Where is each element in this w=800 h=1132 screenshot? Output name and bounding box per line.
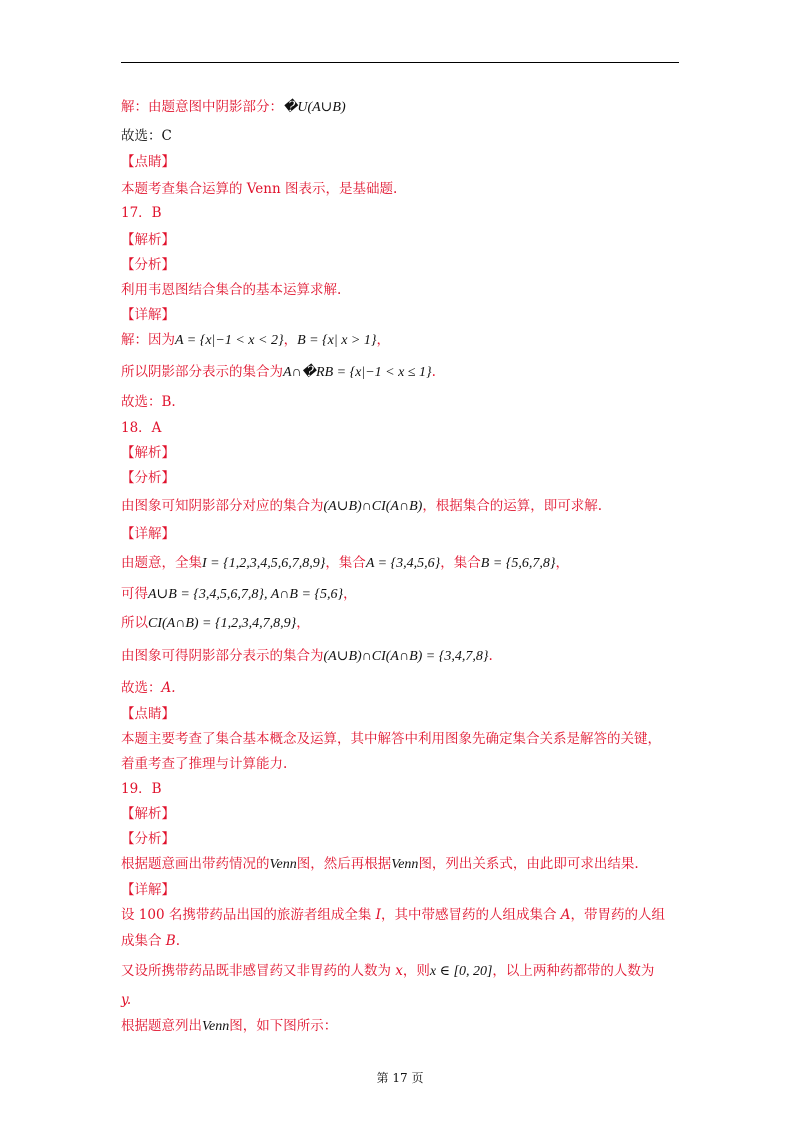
text-line: 由题意，全集I = {1,2,3,4,5,6,7,8,9}，集合A = {3,4,5,6}，集合B = {5,6,7,8}， bbox=[121, 555, 569, 571]
page-number: 第 17 页 bbox=[376, 1071, 424, 1085]
text-line: 故选：A. bbox=[121, 680, 176, 696]
section-heading: 【点睛】 bbox=[121, 706, 175, 722]
section-heading: 【解析】 bbox=[121, 232, 175, 248]
section-heading: 【详解】 bbox=[121, 526, 175, 542]
section-heading: 【分析】 bbox=[121, 470, 175, 486]
text-line: 解：因为A = {x|−1 < x < 2}，B = {x| x > 1}， bbox=[121, 332, 390, 348]
text-line: 设 100 名携带药品出国的旅游者组成全集 I，其中带感冒药的人组成集合 A，带胃药的人组 bbox=[121, 907, 666, 923]
question-number: 18．A bbox=[121, 420, 162, 436]
text-line: 根据题意画出带药情况的Venn图，然后再根据Venn图，列出关系式，由此即可求出结果. bbox=[121, 856, 639, 872]
text-line: 所以CI(A∩B) = {1,2,3,4,7,8,9}， bbox=[121, 615, 310, 631]
text-line: 故选：B. bbox=[121, 394, 176, 410]
question-number: 19．B bbox=[121, 781, 162, 797]
text-line: 本题考查集合运算的 Venn 图表示，是基础题. bbox=[121, 181, 398, 197]
text-line: 由图象可知阴影部分对应的集合为(A∪B)∩CI(A∩B)，根据集合的运算，即可求解. bbox=[121, 498, 603, 514]
text-line: 着重考查了推理与计算能力. bbox=[121, 756, 288, 772]
text-line: 成集合 B. bbox=[121, 933, 181, 949]
text-line: 利用韦恩图结合集合的基本运算求解. bbox=[121, 282, 342, 298]
section-heading: 【详解】 bbox=[121, 307, 175, 323]
header-rule bbox=[121, 62, 679, 63]
section-heading: 【分析】 bbox=[121, 257, 175, 273]
section-heading: 【详解】 bbox=[121, 882, 175, 898]
question-number: 17．B bbox=[121, 205, 162, 221]
section-heading: 【解析】 bbox=[121, 445, 175, 461]
text-line: 本题主要考查了集合基本概念及运算，其中解答中利用图象先确定集合关系是解答的关键， bbox=[121, 731, 661, 747]
section-heading: 【分析】 bbox=[121, 831, 175, 847]
text-line: 根据题意列出Venn图，如下图所示： bbox=[121, 1018, 338, 1034]
text-line: y. bbox=[121, 992, 132, 1008]
section-heading: 【解析】 bbox=[121, 806, 175, 822]
text-line: 解：由题意图中阴影部分：�U(A∪B) bbox=[121, 99, 346, 115]
section-heading: 【点睛】 bbox=[121, 154, 175, 170]
text-line: 故选：C bbox=[121, 128, 172, 144]
text-line: 所以阴影部分表示的集合为A∩�RB = {x|−1 < x ≤ 1}. bbox=[121, 364, 436, 380]
text-line: 可得A∪B = {3,4,5,6,7,8}, A∩B = {5,6}， bbox=[121, 586, 357, 602]
text-line: 又设所携带药品既非感冒药又非胃药的人数为 x，则x ∈ [0, 20]，以上两种药都带的人数为 bbox=[121, 963, 655, 979]
text-line: 由图象可得阴影部分表示的集合为(A∪B)∩CI(A∩B) = {3,4,7,8}. bbox=[121, 648, 493, 664]
